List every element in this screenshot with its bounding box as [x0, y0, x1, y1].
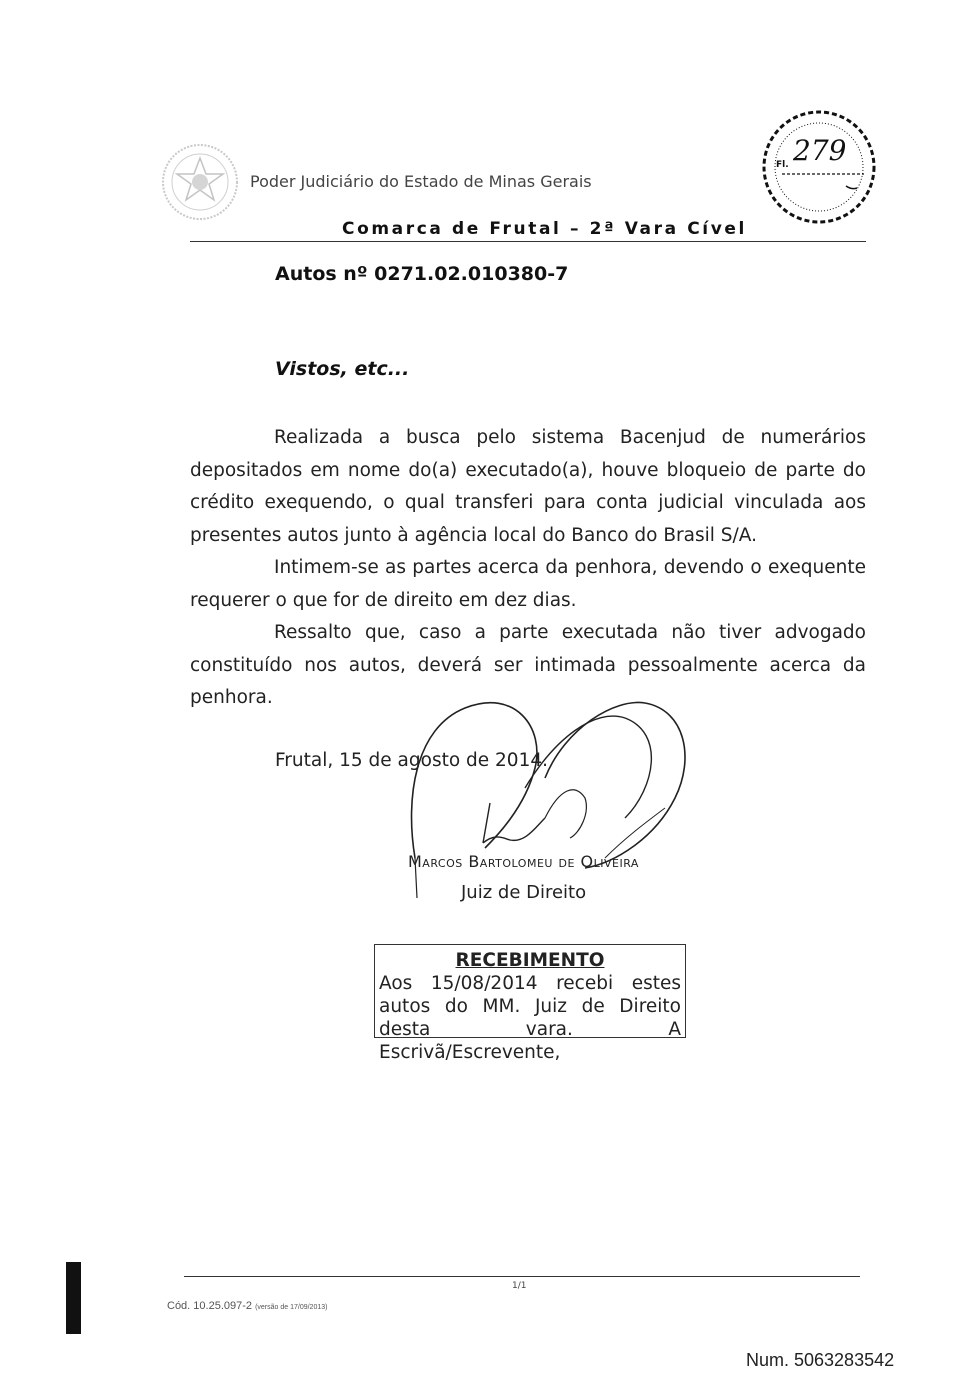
receipt-title: RECEBIMENTO	[455, 950, 605, 971]
judge-title: Juiz de Direito	[461, 882, 587, 903]
header-divider	[190, 241, 866, 242]
stamp-page-number: 279	[793, 134, 847, 167]
paragraph-bacenjud: Realizada a busca pelo sistema Bacenjud de numerários depositados em nome do(a) executado(a), houve bloqueio de parte do crédito exequendo, o qual transferi para conta judicial vinculada aos presentes autos junto à agência local do Banco do Brasil S/A.	[190, 427, 866, 546]
coat-of-arms-seal	[160, 142, 240, 222]
header-comarca: Comarca de Frutal – 2ª Vara Cível	[342, 219, 747, 239]
greeting: Vistos, etc...	[275, 358, 410, 380]
paragraph-ressalto: Ressalto que, caso a parte executada não tiver advogado constituído nos autos, deverá ser intimada pessoalmente acerca da penhora.	[190, 622, 866, 708]
receipt-text: Aos 15/08/2014 recebi estes autos do MM. Juiz de Direito desta vara. A Escrivã/Escrevente,	[379, 973, 681, 1063]
margin-bar	[66, 1262, 81, 1334]
judge-name: Marcos Bartolomeu de Oliveira	[408, 852, 639, 871]
document-number: Num. 5063283542	[746, 1350, 895, 1370]
footer-page-count: 1/1	[512, 1281, 527, 1291]
paragraph-intimation: Intimem-se as partes acerca da penhora, devendo o exequente requerer o que for de direito em dez dias.	[190, 557, 866, 611]
footer-form-code	[167, 1300, 327, 1312]
stamp-label: Fl.	[776, 160, 789, 170]
handwritten-signature	[395, 688, 725, 908]
header-organization: Poder Judiciário do Estado de Minas Gerais	[250, 172, 592, 191]
decision-body	[190, 422, 866, 715]
footer-divider	[184, 1276, 860, 1277]
receipt-box	[374, 944, 686, 1063]
form-version: (versão de 17/09/2013)	[255, 1304, 328, 1311]
date-line: Frutal, 15 de agosto de 2014.	[275, 750, 549, 771]
form-code: Cód. 10.25.097-2	[167, 1300, 253, 1312]
case-number: Autos nº 0271.02.010380-7	[275, 263, 569, 285]
